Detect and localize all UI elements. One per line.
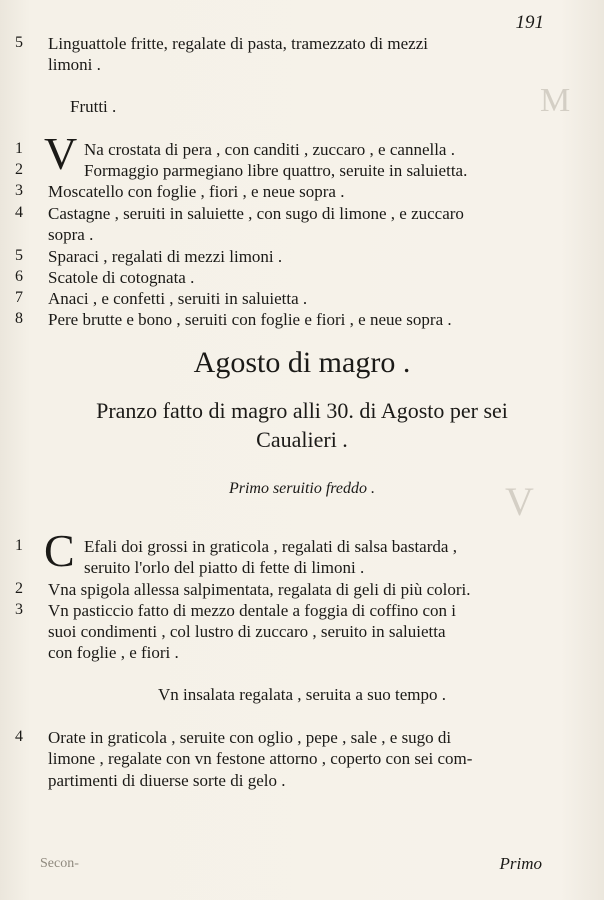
item-text: Formaggio parmegiano libre quattro, seruite in saluietta. — [84, 161, 468, 180]
item-text: Vna spigola allessa salpimentata, regalata di geli di più colori. — [48, 580, 471, 599]
subtitle-line: Caualieri . — [256, 427, 348, 452]
item-text: Efali doi grossi in graticola , regalati di salsa bastarda , — [84, 537, 457, 556]
item-text: Pere brutte e bono , seruiti con foglie e fiori , e neue sopra . — [48, 310, 452, 329]
item-number: 7 — [15, 289, 23, 306]
item-text: seruito l'orlo del piatto di fette di limoni . — [84, 558, 365, 577]
item-text: limoni . — [48, 55, 101, 74]
item-number: 3 — [15, 182, 23, 199]
item-text: Castagne , seruiti in saluiette , con sugo di limone , e zuccaro — [48, 204, 464, 223]
bleed-through-text: V — [505, 479, 534, 524]
service-heading: Primo seruitio freddo . — [228, 480, 376, 497]
item-number: 4 — [15, 728, 23, 745]
item-text: sopra . — [48, 225, 94, 244]
item-number: 4 — [15, 204, 23, 221]
item-number: 1 — [15, 140, 23, 157]
bleed-through-text: M — [540, 82, 571, 119]
item-number: 5 — [15, 34, 23, 51]
item-number: 3 — [15, 601, 23, 618]
item-text: Na crostata di pera , con canditi , zuccaro , e cannella . — [84, 140, 455, 159]
section-heading-frutti: Frutti . — [70, 97, 117, 116]
item-number: 5 — [15, 247, 23, 264]
page-number: 191 — [515, 12, 544, 33]
item-number: 2 — [15, 580, 23, 597]
drop-cap: V — [44, 128, 78, 179]
item-text: suoi condimenti , col lustro di zuccaro , seruito in saluietta — [48, 622, 446, 641]
item-number: 6 — [15, 268, 23, 285]
bleed-signature-mark: Secon- — [40, 856, 79, 871]
item-text: partimenti di diuerse sorte di gelo . — [48, 771, 286, 790]
item-text: con foglie , e fiori . — [48, 643, 179, 662]
item-text: Vn pasticcio fatto di mezzo dentale a foggia di coffino con i — [48, 601, 457, 620]
catchword: Primo — [499, 854, 542, 873]
item-text: Linguattole fritte, regalate di pasta, tramezzato di mezzi — [48, 34, 428, 53]
insalata-line: Vn insalata regalata , seruita a suo tempo . — [158, 685, 446, 704]
item-text: Scatole di cotognata . — [48, 268, 195, 287]
item-number: 8 — [15, 310, 23, 327]
item-text: Anaci , e confetti , seruiti in saluietta . — [48, 289, 308, 308]
subtitle-line: Pranzo fatto di magro alli 30. di Agosto per sei — [96, 398, 508, 423]
drop-cap: C — [44, 525, 75, 576]
item-text: Moscatello con foglie , fiori , e neue sopra . — [48, 182, 345, 201]
section-title: Agosto di magro . — [193, 346, 411, 379]
item-text: limone , regalate con vn festone attorno , coperto con sei com- — [48, 749, 473, 768]
item-number: 2 — [15, 161, 23, 178]
item-number: 1 — [15, 537, 23, 554]
item-text: Orate in graticola , seruite con oglio , pepe , sale , e sugo di — [48, 728, 452, 747]
item-text: Sparaci , regalati di mezzi limoni . — [48, 247, 283, 266]
